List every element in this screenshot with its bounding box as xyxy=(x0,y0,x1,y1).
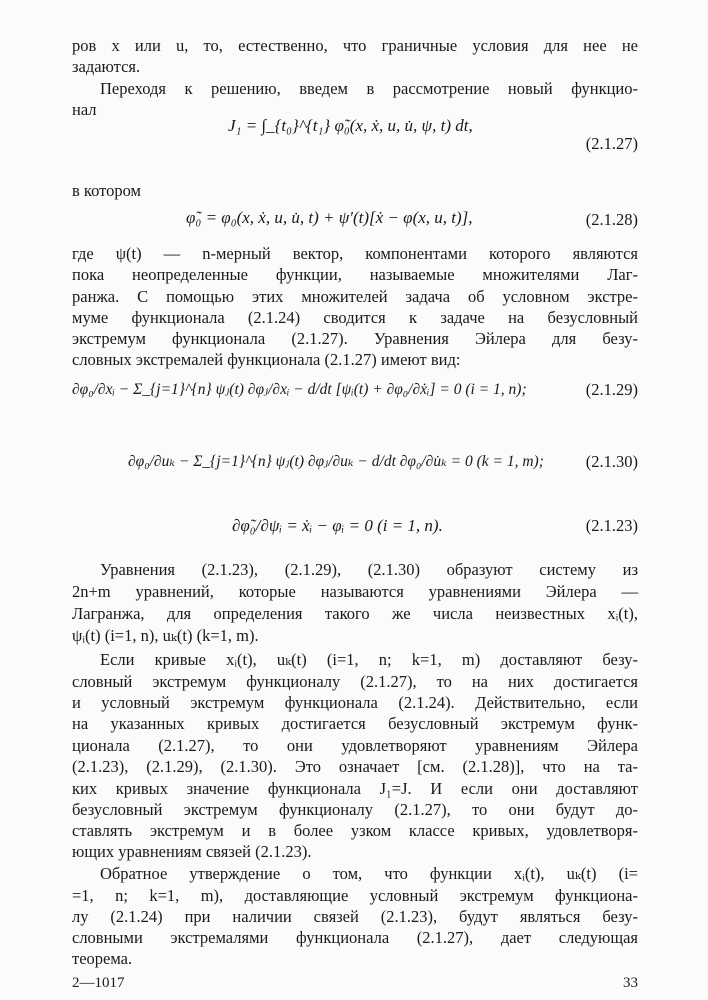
text-line: ранжа. С помощью этих множителей задача об условном экстре- xyxy=(72,287,638,306)
text-line: ψᵢ(t) (i=1, n), uₖ(t) (k=1, m). xyxy=(72,626,259,645)
text-line: словный экстремум функционалу (2.1.27), то на них достигается xyxy=(72,672,638,691)
text-line: 2n+m уравнений, которые называются уравнениями Эйлера — xyxy=(72,582,638,601)
text-line: в котором xyxy=(72,181,141,200)
text-line: ров x или u, то, естественно, что граничные условия для нее не xyxy=(72,36,638,55)
equation-2-1-29: ∂φ₀/∂xᵢ − Σ_{j=1}^{n} ψⱼ(t) ∂φⱼ/∂xᵢ − d/dt [ψᵢ(t) + ∂φ₀/∂ẋᵢ] = 0 (i = 1, n); xyxy=(72,381,527,398)
equation-2-1-30: ∂φ₀/∂uₖ − Σ_{j=1}^{n} ψⱼ(t) ∂φⱼ/∂uₖ − d/dt ∂φ₀/∂u̇ₖ = 0 (k = 1, m); xyxy=(128,453,544,470)
text-line: экстремум функционала (2.1.27). Уравнения Эйлера для безу- xyxy=(72,329,638,348)
text-line: пока неопределенные функции, называемые множителями Лаг- xyxy=(72,265,638,284)
text-line: где ψ(t) — n-мерный вектор, компонентами которого являются xyxy=(72,244,638,263)
text-line: теорема. xyxy=(72,949,133,968)
text-line: Лагранжа, для определения такого же числа неизвестных xᵢ(t), xyxy=(72,604,638,623)
equation-2-1-28: φ̃₀ = φ₀(x, ẋ, u, u̇, t) + ψ′(t)[ẋ − φ(x, u, t)], xyxy=(186,208,473,227)
equation-2-1-23: ∂φ̃₀/∂ψᵢ = ẋᵢ − φᵢ = 0 (i = 1, n). xyxy=(232,516,443,535)
text-line: безусловный экстремум функционалу (2.1.27), то они будут до- xyxy=(72,800,638,819)
text-line: (2.1.23), (2.1.29), (2.1.30). Это означает [см. (2.1.28)], что на та- xyxy=(72,757,638,776)
text-line: Если кривые xᵢ(t), uₖ(t) (i=1, n; k=1, m) доставляют безу- xyxy=(100,650,638,669)
text-line: ционала (2.1.27), то они удовлетворяют уравнениям Эйлера xyxy=(72,736,638,755)
text-line: Уравнения (2.1.23), (2.1.29), (2.1.30) образуют систему из xyxy=(100,560,638,579)
text-line: Переходя к решению, введем в рассмотрение новый функцио- xyxy=(100,79,638,98)
text-line: на указанных кривых достигается безусловный экстремум функ- xyxy=(72,714,638,733)
text-line: муме функционала (2.1.24) сводится к задаче на безусловный xyxy=(72,308,638,327)
equation-number: (2.1.30) xyxy=(585,452,638,471)
equation-number: (2.1.28) xyxy=(585,210,638,229)
text-line: ких кривых значение функционала J₁=J. И если они доставляют xyxy=(72,779,638,798)
text-line: словными экстремалями функционала (2.1.27), дает следующая xyxy=(72,928,638,947)
text-line: =1, n; k=1, m), доставляющие условный экстремум функциона- xyxy=(72,886,638,905)
equation-number: (2.1.29) xyxy=(585,380,638,399)
equation-number: (2.1.27) xyxy=(585,134,638,153)
printer-signature: 2—1017 xyxy=(72,975,125,991)
text-line: ставлять экстремум и в более узком классе кривых, удовлетворя- xyxy=(72,821,638,840)
equation-number: (2.1.23) xyxy=(585,516,638,535)
text-line: ющих уравнениям связей (2.1.23). xyxy=(72,842,312,861)
text-line: словных экстремалей функционала (2.1.27) имеют вид: xyxy=(72,350,461,369)
equation-2-1-27: J₁ = ∫_{t₀}^{t₁} φ̃₀(x, ẋ, u, u̇, ψ, t) dt, xyxy=(228,116,473,135)
text-line: задаются. xyxy=(72,57,141,76)
text-line: и условный экстремум функционала (2.1.24). Действительно, если xyxy=(72,693,638,712)
text-line: лу (2.1.24) при наличии связей (2.1.23), будут являться безу- xyxy=(72,907,638,926)
text-line: Обратное утверждение о том, что функции xᵢ(t), uₖ(t) (i= xyxy=(100,864,638,883)
text-line: нал xyxy=(72,100,97,119)
page-number: 33 xyxy=(623,975,638,991)
